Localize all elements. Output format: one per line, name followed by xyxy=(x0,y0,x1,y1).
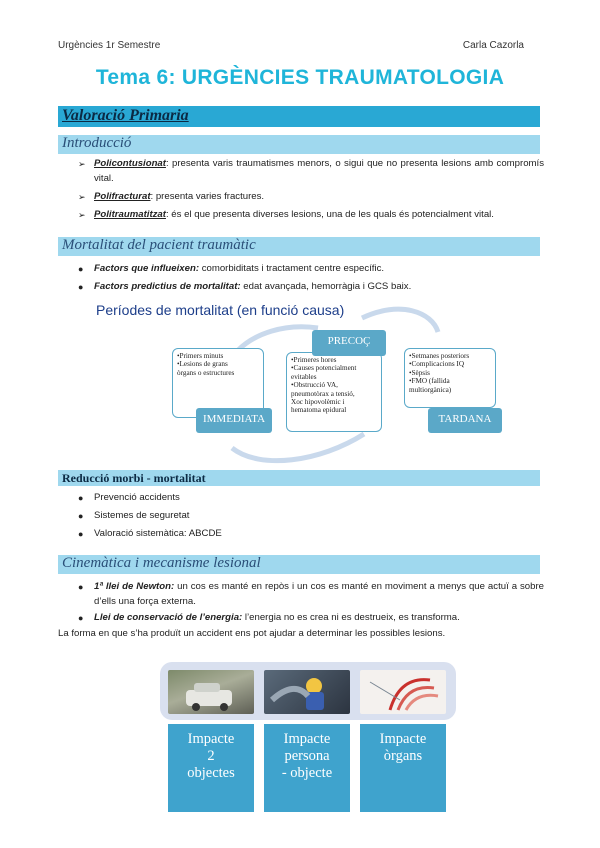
tile-line: objectes xyxy=(187,765,235,781)
box-line: •Sèpsis xyxy=(409,368,430,377)
reduccio-text: Sistemes de seguretat xyxy=(94,510,190,521)
heading-mortalitat: Mortalitat del pacient traumàtic xyxy=(58,237,540,256)
intro-term: Policontusionat xyxy=(94,158,166,169)
box-line: •Causes potencialment xyxy=(291,364,357,373)
cinematica-term: 1ª llei de Newton: xyxy=(94,581,175,592)
bullet-icon: ● xyxy=(78,493,84,503)
arrow-bullet-icon: ➢ xyxy=(78,159,86,169)
cinematica-item xyxy=(78,611,544,626)
arrow-to-tardana xyxy=(362,309,438,332)
tile-line: Impacte xyxy=(283,731,331,747)
box-line: Xoc hipovolèmic i xyxy=(291,398,345,407)
intro-text: : presenta varis traumatismes menors, o sigui que no presenta lesions amb compromís vital. xyxy=(94,158,544,184)
mortalitat-term: Factors predictius de mortalitat: xyxy=(94,281,241,292)
reduccio-text: Prevenció accidents xyxy=(94,492,180,503)
tile-line: Impacte xyxy=(187,731,235,747)
cinematica-term: Llei de conservació de l’energia: xyxy=(94,612,243,623)
bullet-icon: ● xyxy=(78,282,84,292)
cinematica-text: l’energia no es crea ni es destrueix, es transforma. xyxy=(242,612,460,623)
reduccio-item xyxy=(78,527,544,542)
header-right: Carla Cazorla xyxy=(462,40,524,51)
organs-illustration xyxy=(360,670,446,714)
tile-line: 2 xyxy=(207,748,215,764)
tile-line: persona xyxy=(284,748,330,764)
diagram-title: Períodes de mortalitat (en funció causa) xyxy=(96,302,345,318)
precoc-label: PRECOÇ xyxy=(312,330,386,356)
impact-tile xyxy=(360,724,446,812)
box-line: evitables xyxy=(291,372,317,381)
mortalitat-term: Factors que influeixen: xyxy=(94,263,200,274)
bullet-icon: ● xyxy=(78,529,84,539)
tile-line: Impacte xyxy=(379,731,427,747)
bullet-icon: ● xyxy=(78,264,84,274)
heading-cinematica: Cinemàtica i mecanisme lesional xyxy=(58,555,540,574)
reduccio-item xyxy=(78,509,544,524)
page-title: Tema 6: URGÈNCIES TRAUMATOLOGIA xyxy=(95,66,505,89)
cinematica-paragraph: La forma en que s’ha produït un accident ens pot ajudar a determinar les possibles lesions. xyxy=(58,628,446,639)
impact-tile xyxy=(168,724,254,812)
precoc-box xyxy=(286,352,382,432)
box-line: •Complicacions IQ xyxy=(409,360,465,369)
box-line: pneumotòrax a tensió, xyxy=(291,389,355,398)
car-crash-photo xyxy=(168,670,254,714)
impact-tile xyxy=(264,724,350,812)
reduccio-text: Valoració sistemàtica: ABCDE xyxy=(94,528,222,539)
reduccio-item xyxy=(78,491,544,506)
box-line: •Obstrucció VA, xyxy=(291,381,338,390)
box-line: •Lesions de grans xyxy=(177,360,228,369)
bullet-icon: ● xyxy=(78,511,84,521)
box-line: multiorgànica) xyxy=(409,385,452,394)
bullet-icon: ● xyxy=(78,613,84,623)
tardana-box xyxy=(404,348,496,408)
intro-text: : és el que presenta diverses lesions, una de les quals és potencialment vital. xyxy=(165,209,494,220)
cinematica-item xyxy=(78,580,544,609)
box-line: hematoma epidural xyxy=(291,406,347,415)
box-line: •Primeres hores xyxy=(291,356,337,364)
mortalitat-text: comorbiditats i tractament centre específic. xyxy=(199,263,385,274)
heading-reduccio: Reducció morbi - mortalitat xyxy=(58,470,540,486)
bullet-icon: ● xyxy=(78,582,84,592)
box-line: òrgans o estructures xyxy=(177,368,235,377)
box-line: •FMO (fallida xyxy=(409,377,450,386)
arrow-bullet-icon: ➢ xyxy=(78,210,86,220)
intro-term: Polifracturat xyxy=(94,191,151,202)
heading-introduccio: Introducció xyxy=(58,135,540,154)
crash-dummy-photo xyxy=(264,670,350,714)
tardana-label: TARDANA xyxy=(428,408,502,433)
intro-text: : presenta varies fractures. xyxy=(150,191,265,202)
section-valoracio-primaria: Valoració Primaria xyxy=(58,106,540,127)
intro-term: Politraumatitzat xyxy=(94,209,166,220)
arrow-bottom xyxy=(232,434,364,461)
arrow-bullet-icon: ➢ xyxy=(78,192,86,202)
box-line: •Setmanes posteriors xyxy=(409,352,470,360)
box-line: •Primers minuts xyxy=(177,352,224,360)
mortalitat-text: edat avançada, hemorràgia i GCS baix. xyxy=(240,281,412,292)
tile-line: - objecte xyxy=(281,765,333,781)
tile-line: òrgans xyxy=(383,748,423,764)
immediata-label: IMMEDIATA xyxy=(196,408,272,433)
cinematica-text: un cos es manté en repòs i un cos es manté en moviment a menys que actuï a sobre d’ells una força externa. xyxy=(94,581,544,607)
header-left: Urgències 1r Semestre xyxy=(58,40,161,51)
